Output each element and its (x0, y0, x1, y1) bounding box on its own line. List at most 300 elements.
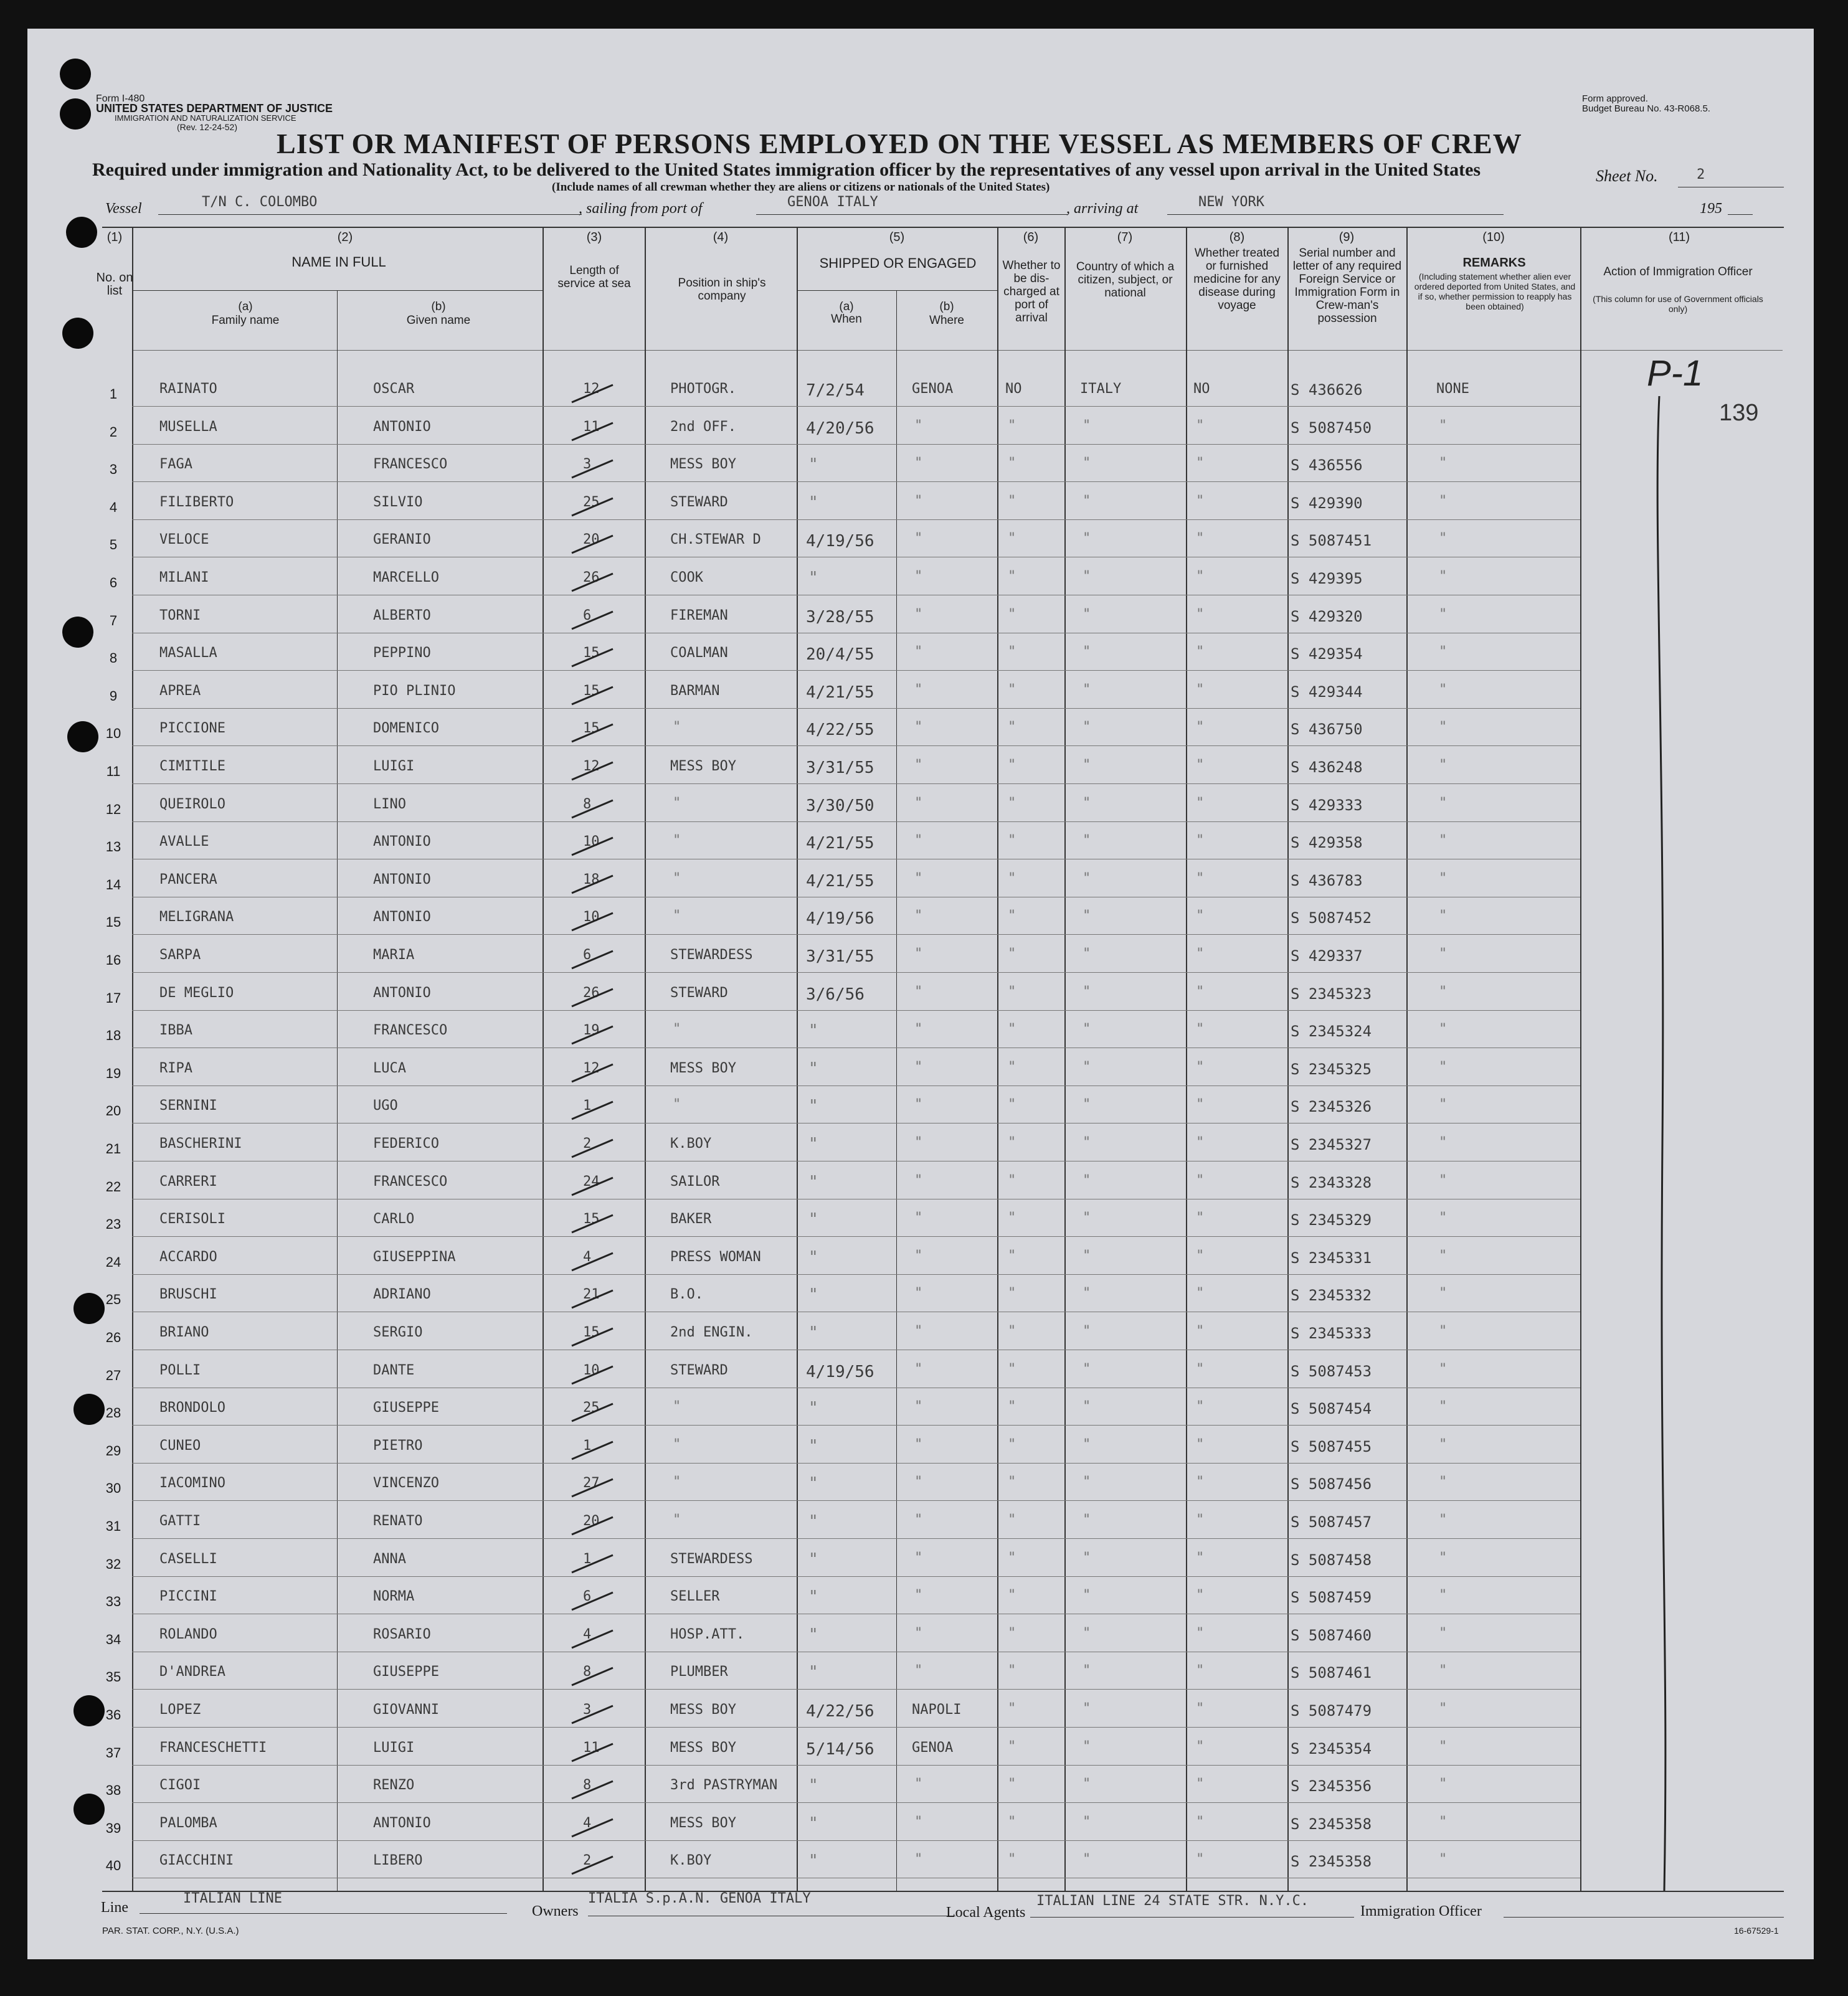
cell-family: CIGOI (159, 1777, 201, 1794)
cell-country: " (1083, 1776, 1091, 1792)
col11-note: (This column for use of Government officials only) (1593, 294, 1763, 314)
cell-given: ANTONIO (373, 419, 431, 435)
cell-where: " (914, 606, 923, 622)
manifest-sheet (27, 29, 1814, 1959)
row-number: 10 (105, 726, 121, 742)
cell-service: 18 (583, 871, 600, 887)
cell-remarks: " (1439, 681, 1448, 698)
cell-country: " (1083, 1814, 1091, 1830)
cell-service: 19 (583, 1023, 600, 1039)
cell-remarks: " (1439, 1172, 1448, 1188)
cell-remarks: " (1439, 833, 1448, 849)
cell-discharged: " (1008, 719, 1016, 735)
cell-remarks: " (1439, 1738, 1448, 1754)
cell-discharged: " (1008, 946, 1016, 962)
cell-serial: S 2345354 (1291, 1739, 1372, 1757)
cell-serial: S 5087456 (1291, 1475, 1372, 1493)
check-mark-icon (569, 1664, 619, 1689)
cell-family: SERNINI (159, 1098, 217, 1114)
cell-medicine: " (1196, 983, 1205, 1000)
row-number: 5 (109, 537, 118, 553)
cell-medicine: " (1196, 1059, 1205, 1075)
cell-given: PIETRO (373, 1437, 423, 1454)
cell-position: B.O. (670, 1287, 703, 1303)
table-row (27, 1589, 1814, 1626)
cell-when: 4/21/55 (806, 683, 874, 702)
cell-remarks: " (1439, 1021, 1448, 1038)
check-mark-icon (569, 1061, 619, 1086)
col6-header: Whether to be dis-charged at port of arrival (1002, 259, 1061, 324)
cell-remarks: " (1439, 1436, 1448, 1452)
cell-serial: S 5087454 (1291, 1400, 1372, 1418)
row-number: 11 (106, 764, 121, 779)
cell-family: PANCERA (159, 871, 217, 887)
cell-discharged: " (1008, 1701, 1016, 1716)
cell-position: " (673, 1512, 681, 1528)
table-row (27, 834, 1814, 871)
cell-serial: S 5087453 (1291, 1362, 1372, 1380)
line-value: ITALIAN LINE (183, 1891, 282, 1906)
row-number: 9 (109, 688, 118, 704)
cell-when: " (808, 1663, 818, 1682)
cell-country: " (1083, 1587, 1091, 1604)
table-row (27, 570, 1814, 607)
check-mark-icon (569, 909, 619, 934)
cell-given: DOMENICO (373, 721, 439, 737)
cell-remarks: " (1439, 1549, 1448, 1566)
table-row (27, 1174, 1814, 1211)
cell-given: GIOVANNI (373, 1702, 439, 1718)
check-mark-icon (569, 1702, 619, 1727)
check-mark-icon (569, 532, 619, 557)
cell-service: 12 (583, 1060, 600, 1076)
cell-family: IBBA (159, 1023, 192, 1039)
cell-where: " (914, 455, 923, 471)
cell-when: " (808, 1436, 818, 1455)
arriving-port: NEW YORK (1198, 194, 1264, 210)
row-number: 13 (105, 839, 121, 855)
punch-hole (62, 617, 93, 648)
cell-position: PHOTOGR. (670, 381, 736, 397)
printer: PAR. STAT. CORP., N.Y. (U.S.A.) (102, 1926, 239, 1936)
cell-country: " (1083, 719, 1091, 735)
cell-remarks: " (1439, 606, 1448, 622)
cell-when: " (808, 1625, 818, 1644)
cell-where: " (914, 1776, 923, 1792)
cell-given: RENZO (373, 1777, 415, 1794)
cell-serial: S 436626 (1291, 381, 1363, 399)
row-number: 29 (105, 1442, 121, 1459)
cell-given: ANTONIO (373, 985, 431, 1001)
cell-remarks: " (1439, 1814, 1448, 1830)
row-number: 17 (105, 990, 121, 1006)
form-code: 16-67529-1 (1734, 1926, 1779, 1936)
cell-family: LOPEZ (159, 1702, 201, 1718)
cell-family: QUEIROLO (159, 796, 225, 812)
col2-number: (2) (337, 230, 353, 244)
check-mark-icon (569, 1627, 619, 1652)
cell-position: PLUMBER (670, 1664, 728, 1680)
cell-discharged: " (1008, 1285, 1016, 1302)
vessel-label: Vessel (105, 201, 142, 217)
row-number: 2 (109, 423, 118, 440)
cell-discharged: " (1008, 569, 1016, 584)
check-mark-icon (569, 1589, 619, 1614)
table-row (27, 797, 1814, 834)
cell-discharged: " (1008, 1738, 1016, 1754)
table-row (27, 381, 1814, 419)
cell-discharged: " (1008, 455, 1016, 471)
cell-where: " (914, 870, 923, 886)
cell-serial: S 2345358 (1291, 1853, 1372, 1871)
cell-where: " (914, 1399, 923, 1415)
cell-discharged: " (1008, 1852, 1016, 1868)
cell-service: 11 (583, 1739, 600, 1756)
cell-position: BARMAN (670, 683, 720, 699)
cell-position: K.BOY (670, 1136, 712, 1152)
cell-country: " (1083, 1361, 1091, 1377)
col9-number: (9) (1339, 230, 1355, 244)
cell-given: PIO PLINIO (373, 683, 456, 699)
cell-family: MASALLA (159, 645, 217, 661)
cell-family: SARPA (159, 947, 201, 963)
cell-family: FAGA (159, 456, 192, 473)
cell-when: 4/19/56 (806, 909, 874, 929)
cell-country: " (1083, 1663, 1091, 1679)
table-row (27, 872, 1814, 909)
cell-country: " (1083, 606, 1091, 622)
service: IMMIGRATION AND NATURALIZATION SERVICE (115, 113, 296, 123)
cell-remarks: " (1439, 1361, 1448, 1377)
row-number: 1 (109, 386, 118, 402)
cell-family: CUNEO (159, 1437, 201, 1454)
sheet-number: 2 (1697, 167, 1705, 182)
cell-where: " (914, 1097, 923, 1113)
col7-number: (7) (1117, 230, 1133, 244)
cell-medicine: " (1196, 1210, 1205, 1226)
cell-position: STEWARDESS (670, 947, 753, 963)
cell-serial: S 2345331 (1291, 1249, 1372, 1267)
cell-remarks: " (1439, 1852, 1448, 1868)
check-mark-icon (569, 759, 619, 783)
arriving-label: , arriving at (1066, 201, 1139, 217)
cell-discharged: " (1008, 1135, 1016, 1150)
cell-position: STEWARD (670, 494, 728, 510)
cell-when: 5/14/56 (806, 1739, 874, 1759)
check-mark-icon (569, 1740, 619, 1765)
cell-when: " (808, 455, 818, 475)
cell-service: 1 (583, 1437, 592, 1454)
cell-position: " (673, 719, 681, 735)
row-number: 3 (109, 461, 118, 478)
cell-family: ACCARDO (159, 1249, 217, 1265)
cell-country: ITALY (1080, 381, 1122, 397)
cell-serial: S 2345326 (1291, 1098, 1372, 1116)
cell-where: " (914, 1587, 923, 1604)
cell-position: STEWARD (670, 1362, 728, 1378)
cell-country: " (1083, 1399, 1091, 1415)
cell-discharged: " (1008, 1549, 1016, 1566)
cell-remarks: " (1439, 1247, 1448, 1264)
cell-country: " (1083, 569, 1091, 584)
cell-remarks: " (1439, 493, 1448, 509)
cell-given: UGO (373, 1098, 398, 1114)
cell-discharged: " (1008, 833, 1016, 849)
cell-when: " (808, 493, 818, 512)
cell-when: " (808, 1852, 818, 1871)
col4-header: Position in ship's company (678, 277, 766, 303)
cell-serial: S 429390 (1291, 494, 1363, 512)
cell-where: " (914, 1172, 923, 1188)
check-mark-icon (569, 1363, 619, 1388)
cell-service: 3 (583, 1702, 592, 1718)
cell-given: OSCAR (373, 381, 415, 397)
cell-remarks: " (1439, 983, 1448, 1000)
col5-number: (5) (889, 230, 905, 244)
cell-service: 12 (583, 381, 600, 397)
cell-given: FEDERICO (373, 1136, 439, 1152)
cell-service: 15 (583, 721, 600, 737)
cell-given: LUIGI (373, 759, 415, 774)
cell-medicine: " (1196, 455, 1205, 471)
cell-service: 8 (583, 1777, 592, 1794)
cell-service: 4 (583, 1626, 592, 1642)
cell-country: " (1083, 1436, 1091, 1452)
cell-medicine: " (1196, 493, 1205, 509)
cell-medicine: " (1196, 1097, 1205, 1113)
table-row (27, 645, 1814, 683)
cell-position: " (673, 795, 681, 811)
cell-when: " (808, 1323, 818, 1342)
row-number: 40 (105, 1858, 121, 1874)
cell-discharged: " (1008, 1625, 1016, 1641)
cell-remarks: " (1439, 1701, 1448, 1716)
cell-when: 3/31/55 (806, 947, 874, 966)
cell-country: " (1083, 946, 1091, 962)
table-row (27, 456, 1814, 494)
cell-medicine: " (1196, 908, 1205, 924)
cell-country: " (1083, 833, 1091, 849)
cell-where: NAPOLI (912, 1702, 962, 1718)
cell-medicine: " (1196, 569, 1205, 584)
table-row (27, 683, 1814, 721)
table-row (27, 1627, 1814, 1664)
check-mark-icon (569, 1815, 619, 1840)
check-mark-icon (569, 1174, 619, 1199)
col11-header: Action of Immigration Officer (1603, 265, 1753, 278)
cell-where: " (914, 417, 923, 433)
col10-note: (Including statement whether alien ever ordered deported from United States, and if so, whether permission to reapply has been obtained) (1414, 272, 1576, 311)
table-row (27, 532, 1814, 569)
cell-family: PICCINI (159, 1589, 217, 1605)
cell-discharged: " (1008, 1021, 1016, 1038)
cell-serial: S 2345324 (1291, 1023, 1372, 1041)
cell-service: 15 (583, 683, 600, 699)
cell-discharged: " (1008, 606, 1016, 622)
cell-country: " (1083, 1323, 1091, 1339)
cell-discharged: " (1008, 795, 1016, 811)
table-row (27, 1400, 1814, 1437)
cell-medicine: " (1196, 1814, 1205, 1830)
cell-family: APREA (159, 683, 201, 699)
cell-given: NORMA (373, 1589, 415, 1605)
cell-country: " (1083, 1059, 1091, 1075)
check-mark-icon (569, 645, 619, 670)
cell-serial: S 429358 (1291, 834, 1363, 852)
handwritten-mark: P-1 (1647, 353, 1703, 394)
cell-given: ALBERTO (373, 607, 431, 623)
row-number: 37 (105, 1744, 121, 1761)
cell-discharged: " (1008, 1436, 1016, 1452)
cell-service: 26 (583, 985, 600, 1001)
row-number: 18 (105, 1028, 121, 1044)
col9-header: Serial number and letter of any required Foreign Service or Immigration Form in Crew-man's possession (1292, 247, 1402, 325)
cell-country: " (1083, 531, 1091, 547)
cell-discharged: " (1008, 1399, 1016, 1415)
cell-serial: S 2345332 (1291, 1287, 1372, 1305)
cell-given: LINO (373, 796, 406, 812)
cell-serial: S 5087479 (1291, 1702, 1372, 1719)
cell-country: " (1083, 1285, 1091, 1302)
cell-position: COALMAN (670, 645, 728, 661)
cell-medicine: " (1196, 719, 1205, 735)
cell-remarks: " (1439, 569, 1448, 584)
cell-country: " (1083, 1210, 1091, 1226)
sailing-port: GENOA ITALY (787, 194, 878, 210)
cell-service: 25 (583, 1400, 600, 1416)
cell-remarks: " (1439, 946, 1448, 962)
cell-discharged: " (1008, 1361, 1016, 1377)
cell-when: " (808, 569, 818, 587)
row-number: 35 (105, 1669, 121, 1685)
agents-value: ITALIAN LINE 24 STATE STR. N.Y.C. (1036, 1893, 1309, 1909)
cell-given: ANTONIO (373, 1815, 431, 1831)
row-number: 16 (105, 952, 121, 968)
row-number: 30 (105, 1480, 121, 1497)
cell-service: 21 (583, 1287, 600, 1303)
cell-service: 2 (583, 1853, 592, 1869)
form-approved: Form approved. (1582, 93, 1648, 104)
cell-position: MESS BOY (670, 1739, 736, 1756)
cell-given: ROSARIO (373, 1626, 431, 1642)
cell-family: TORNI (159, 607, 201, 623)
table-row (27, 1287, 1814, 1324)
row-number: 4 (109, 499, 118, 515)
cell-country: " (1083, 908, 1091, 924)
cell-when: 3/28/55 (806, 607, 874, 627)
cell-medicine: " (1196, 1663, 1205, 1679)
cell-when: 4/22/56 (806, 1702, 874, 1721)
table-row (27, 1777, 1814, 1815)
cell-service: 6 (583, 947, 592, 963)
row-number: 33 (105, 1594, 121, 1610)
cell-given: ANNA (373, 1551, 406, 1567)
line-label: Line (101, 1899, 128, 1916)
cell-country: " (1083, 1512, 1091, 1528)
cell-where: " (914, 1436, 923, 1452)
cell-service: 4 (583, 1815, 592, 1831)
cell-position: " (673, 1399, 681, 1415)
cell-where: " (914, 1852, 923, 1868)
row-number: 28 (105, 1405, 121, 1421)
cell-where: " (914, 493, 923, 509)
check-mark-icon (569, 683, 619, 708)
col2b-header: Given name (406, 314, 471, 327)
cell-family: MILANI (159, 570, 209, 585)
cell-when: " (808, 1135, 818, 1153)
col5a-header: When (831, 313, 862, 326)
cell-remarks: " (1439, 417, 1448, 433)
cell-family: MELIGRANA (159, 909, 234, 925)
row-number: 34 (105, 1631, 121, 1647)
subtitle: Required under immigration and Nationality Act, to be delivered to the United States immigration officer by the representatives of any vessel upon arrival in the United States (92, 159, 1481, 180)
cell-service: 10 (583, 834, 600, 850)
col11-number: (11) (1668, 230, 1690, 244)
cell-serial: S 436248 (1291, 759, 1363, 776)
cell-where: GENOA (912, 381, 954, 397)
cell-given: GIUSEPPE (373, 1664, 439, 1680)
cell-medicine: " (1196, 1474, 1205, 1490)
cell-position: PRESS WOMAN (670, 1249, 761, 1265)
form-number: Form I-480 (96, 93, 145, 104)
agents-label: Local Agents (946, 1904, 1026, 1921)
sailing-label: , sailing from port of (579, 201, 703, 217)
check-mark-icon (569, 456, 619, 481)
cell-given: GIUSEPPINA (373, 1249, 456, 1265)
cell-country: " (1083, 983, 1091, 1000)
cell-when: " (808, 1814, 818, 1833)
row-number: 26 (105, 1330, 121, 1345)
cell-remarks: " (1439, 1474, 1448, 1490)
cell-position: " (673, 1021, 681, 1038)
check-mark-icon (569, 494, 619, 519)
handwritten-vertical-stroke (1634, 396, 1697, 1891)
cell-country: " (1083, 1738, 1091, 1754)
cell-family: BRONDOLO (159, 1400, 225, 1416)
col5b-number: (b) (939, 300, 954, 313)
cell-medicine: " (1196, 531, 1205, 547)
cell-medicine: " (1196, 681, 1205, 698)
check-mark-icon (569, 872, 619, 897)
cell-given: FRANCESCO (373, 456, 448, 473)
cell-discharged: " (1008, 870, 1016, 886)
row-number: 22 (105, 1178, 121, 1194)
cell-service: 6 (583, 607, 592, 623)
row-number: 12 (105, 801, 121, 817)
cell-where: " (914, 531, 923, 547)
table-row (27, 947, 1814, 985)
row-number: 21 (105, 1141, 121, 1156)
cell-medicine: " (1196, 1776, 1205, 1792)
cell-family: ROLANDO (159, 1626, 217, 1642)
table-row (27, 1136, 1814, 1173)
cell-where: GENOA (912, 1739, 954, 1756)
cell-remarks: " (1439, 1285, 1448, 1302)
cell-where: " (914, 719, 923, 735)
cell-service: 15 (583, 645, 600, 661)
cell-serial: S 5087450 (1291, 419, 1372, 437)
cell-family: BRUSCHI (159, 1287, 217, 1303)
cell-discharged: " (1008, 1512, 1016, 1528)
cell-service: 1 (583, 1551, 592, 1567)
col3-number: (3) (586, 230, 602, 244)
cell-when: 7/2/54 (806, 381, 865, 400)
cell-when: " (808, 1021, 818, 1041)
cell-discharged: " (1008, 1776, 1016, 1792)
cell-serial: S 2345323 (1291, 985, 1372, 1003)
cell-position: 3rd PASTRYMAN (670, 1777, 778, 1794)
check-mark-icon (569, 419, 619, 444)
